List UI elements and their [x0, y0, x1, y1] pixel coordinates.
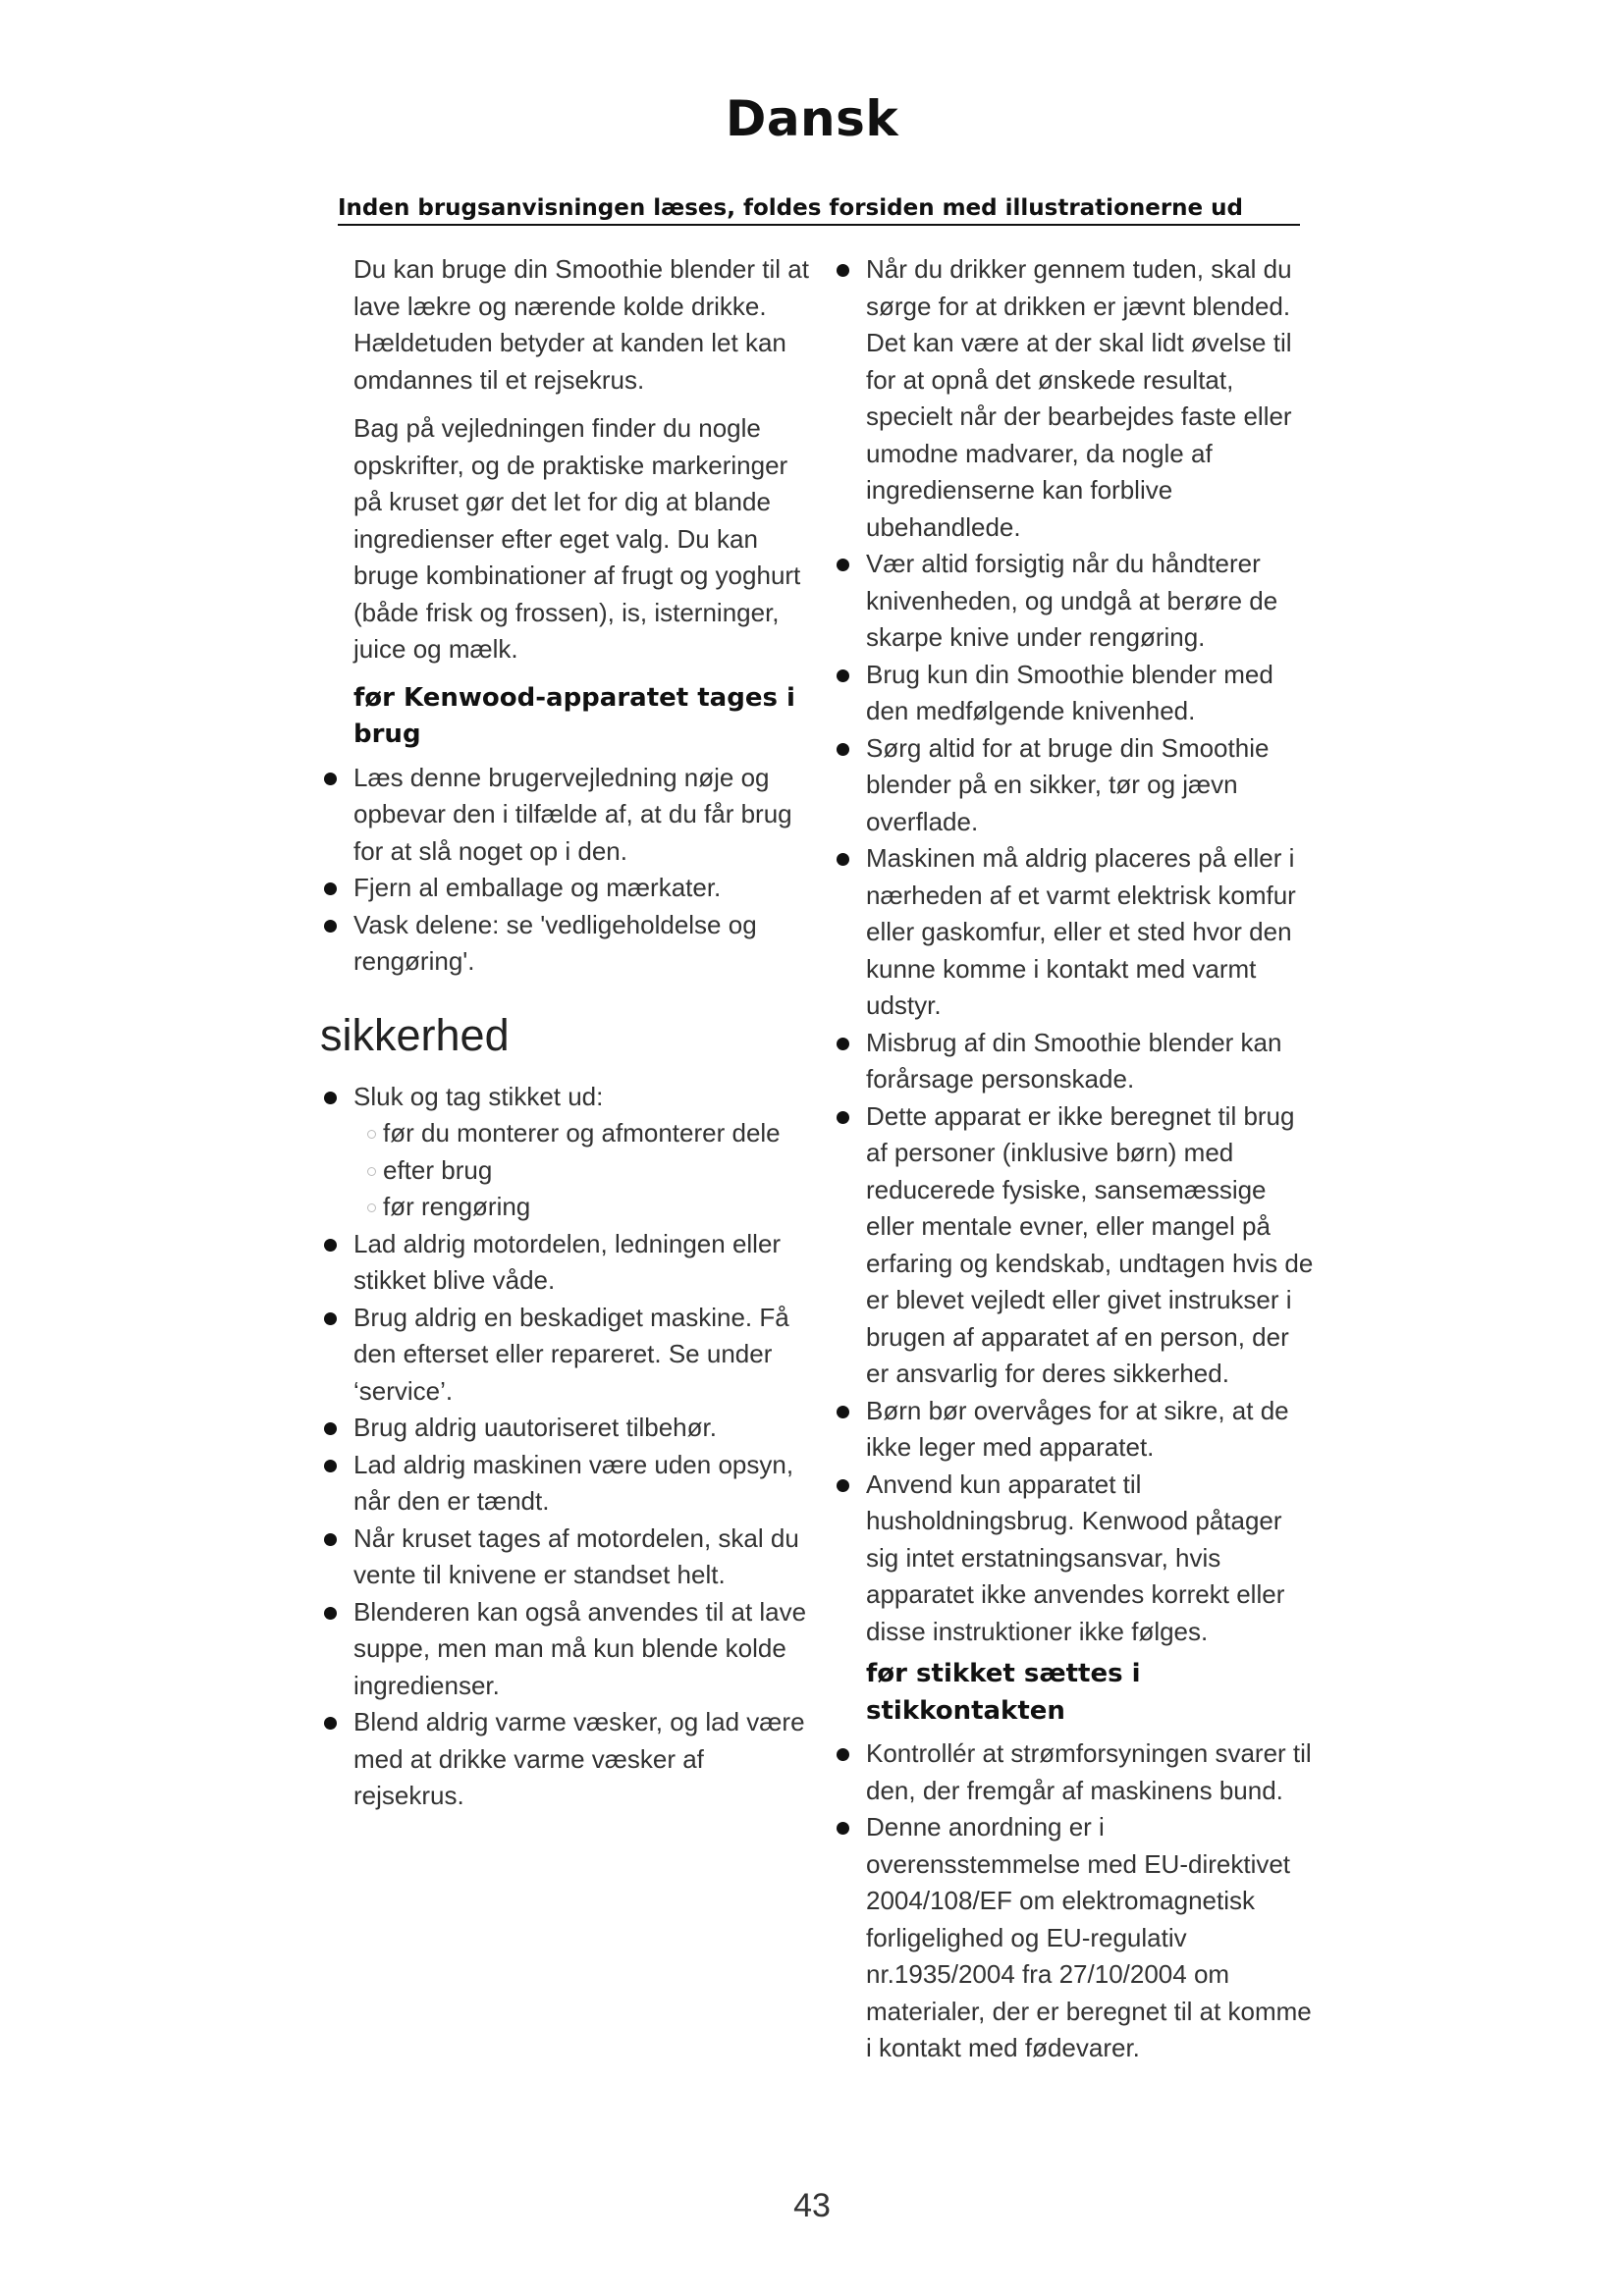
- list-item-text: Vask delene: se 'vedligeholdelse og rengøring'.: [353, 909, 757, 976]
- before-use-list: [312, 760, 809, 981]
- bullet-icon: [324, 773, 337, 785]
- list-item: [312, 1079, 809, 1226]
- bullet-icon: [837, 1479, 849, 1492]
- bullet-icon: [324, 1092, 337, 1104]
- list-item: [825, 840, 1316, 1025]
- list-item: [312, 1226, 809, 1300]
- list-item-text: Når kruset tages af motordelen, skal du vente til knivene er standset helt.: [353, 1522, 799, 1589]
- ring-bullet-icon: [367, 1203, 376, 1212]
- list-item-text: Anvend kun apparatet til husholdningsbrug. Kenwood påtager sig intet erstatningsansvar, hvis apparatet ikke anvendes korrekt eller disse instruktioner ikke følges.: [866, 1468, 1285, 1646]
- page-title: Dansk: [725, 90, 899, 147]
- list-item: [825, 657, 1316, 730]
- ring-bullet-icon: [367, 1167, 376, 1176]
- bullet-icon: [324, 1422, 337, 1435]
- list-item: [825, 1025, 1316, 1098]
- bullet-icon: [324, 1717, 337, 1730]
- list-item: [825, 1098, 1316, 1393]
- bullet-icon: [324, 1607, 337, 1620]
- bullet-icon: [837, 853, 849, 866]
- list-item-text: Lad aldrig motordelen, ledningen eller stikket blive våde.: [353, 1228, 782, 1295]
- list-item-text: Denne anordning er i overensstemmelse med EU-direktivet 2004/108/EF om elektromagnetisk forligelighed og EU-regulativ nr.1935/2004 fra 27/10/2004 om materialer, der er beregnet til at komme i kontakt med fødevarer.: [866, 1812, 1312, 2062]
- list-item-text: Når du drikker gennem tuden, skal du sørge for at drikken er jævnt blended. Det kan være at der skal lidt øvelse til for at opnå det ønskede resultat, specielt når der bearbejdes faste eller umodne madvarer, da nogle af ingredienserne kan forblive ubehandlede.: [866, 254, 1292, 542]
- list-item: [825, 1467, 1316, 1651]
- bullet-icon: [324, 1312, 337, 1325]
- list-item: [312, 760, 809, 871]
- list-item-text: Børn bør overvåges for at sikre, at de ikke leger med apparatet.: [866, 1395, 1289, 1462]
- list-item-text: Kontrollér at strømforsyningen svarer til den, der fremgår af maskinens bund.: [866, 1738, 1312, 1805]
- list-item: [825, 1735, 1316, 1809]
- safety-list-continued: [825, 251, 1316, 1650]
- list-item: [312, 870, 809, 907]
- page-number: 43: [793, 2187, 831, 2224]
- list-item-text: Blenderen kan også anvendes til at lave suppe, men man må kun blende kolde ingredienser.: [353, 1596, 807, 1700]
- before-plugging-in-list: [825, 1735, 1316, 2067]
- sub-list-item-text: før rengøring: [383, 1192, 531, 1221]
- list-item-text: Vær altid forsigtig når du håndterer knivenheden, og undgå at berøre de skarpe knive under rengøring.: [866, 549, 1278, 652]
- bullet-icon: [837, 1406, 849, 1418]
- list-item-text: Misbrug af din Smoothie blender kan forårsage personskade.: [866, 1027, 1282, 1094]
- list-item: [312, 907, 809, 981]
- fold-out-instruction: Inden brugsanvisningen læses, foldes forsiden med illustrationerne ud: [338, 194, 1300, 226]
- list-item: [312, 1594, 809, 1705]
- list-item-text: Brug aldrig uautoriseret tilbehør.: [353, 1413, 717, 1442]
- list-item-text: Sørg altid for at bruge din Smoothie blender på en sikker, tør og jævn overflade.: [866, 732, 1270, 836]
- bullet-icon: [324, 1460, 337, 1472]
- bullet-icon: [324, 1239, 337, 1252]
- list-item-text: Dette apparat er ikke beregnet til brug af personer (inklusive børn) med reducerede fysiske, sansemæssige eller mentale evner, eller mangel på erfaring og kendskab, undtagen hvis de er blevet vejledt eller givet instrukser i brugen af apparatet af en person, der er ansvarlig for deres sikkerhed.: [866, 1100, 1314, 1388]
- bullet-icon: [837, 743, 849, 756]
- list-item: [825, 546, 1316, 657]
- list-item: [312, 1521, 809, 1594]
- safety-sublist: [353, 1115, 809, 1226]
- sub-list-item-text: efter brug: [383, 1154, 493, 1185]
- list-item-text: Fjern al emballage og mærkater.: [353, 873, 722, 902]
- bullet-icon: [837, 1822, 849, 1835]
- sub-list-item: [353, 1115, 809, 1152]
- ring-bullet-icon: [367, 1130, 376, 1139]
- list-item-text: Læs denne brugervejledning nøje og opbevar den i tilfælde af, at du får brug for at slå noget op i den.: [353, 762, 792, 866]
- sub-list-item: [353, 1189, 809, 1226]
- list-item-text: Brug kun din Smoothie blender med den medfølgende knivenhed.: [866, 659, 1273, 725]
- safety-list: [312, 1079, 809, 1815]
- list-item: [825, 251, 1316, 546]
- intro-paragraph: Du kan bruge din Smoothie blender til at lave lækre og nærende kolde drikke. Hældetuden betyder at kanden let kan omdannes til et rejsekrus.: [353, 254, 809, 395]
- bullet-icon: [837, 1748, 849, 1761]
- sub-list-item: [353, 1152, 809, 1190]
- bullet-icon: [837, 669, 849, 682]
- list-item: [312, 1410, 809, 1447]
- list-item: [825, 730, 1316, 841]
- before-plugging-in-heading: før stikket sættes i stikkontakten: [866, 1659, 1141, 1726]
- list-item: [312, 1447, 809, 1521]
- bullet-icon: [324, 1533, 337, 1546]
- bullet-icon: [837, 559, 849, 571]
- bullet-icon: [837, 1038, 849, 1050]
- bullet-icon: [837, 1111, 849, 1124]
- list-item: [312, 1300, 809, 1411]
- list-item: [312, 1704, 809, 1815]
- list-item-text: Brug aldrig en beskadiget maskine. Få den efterset eller repareret. Se under ‘service’.: [353, 1302, 789, 1406]
- list-item: [825, 1809, 1316, 2067]
- list-item-text: Lad aldrig maskinen være uden opsyn, når den er tændt.: [353, 1449, 794, 1516]
- list-item: [825, 1393, 1316, 1467]
- left-column: [312, 251, 809, 1815]
- bullet-icon: [324, 920, 337, 933]
- list-item-text: Blend aldrig varme væsker, og lad være med at drikke varme væsker af rejsekrus.: [353, 1707, 805, 1810]
- bullet-icon: [324, 882, 337, 895]
- bullet-icon: [837, 264, 849, 277]
- safety-heading: sikkerhed: [320, 1009, 510, 1060]
- right-column: [825, 251, 1316, 2067]
- intro-paragraph: Bag på vejledningen finder du nogle opskrifter, og de praktiske markeringer på kruset gør det let for dig at blande ingredienser efter eget valg. Du kan bruge kombinationer af frugt og yoghurt (både frisk og frossen), is, isterninger, juice og mælk.: [353, 413, 801, 664]
- before-use-heading: før Kenwood-apparatet tages i brug: [353, 682, 795, 749]
- list-item-text: Sluk og tag stikket ud:: [353, 1081, 604, 1111]
- list-item-text: Maskinen må aldrig placeres på eller i nærheden af et varmt elektrisk komfur eller gaskomfur, eller et sted hvor den kunne komme i kontakt med varmt udstyr.: [866, 843, 1296, 1020]
- sub-list-item-text: før du monterer og afmonterer dele: [383, 1118, 781, 1148]
